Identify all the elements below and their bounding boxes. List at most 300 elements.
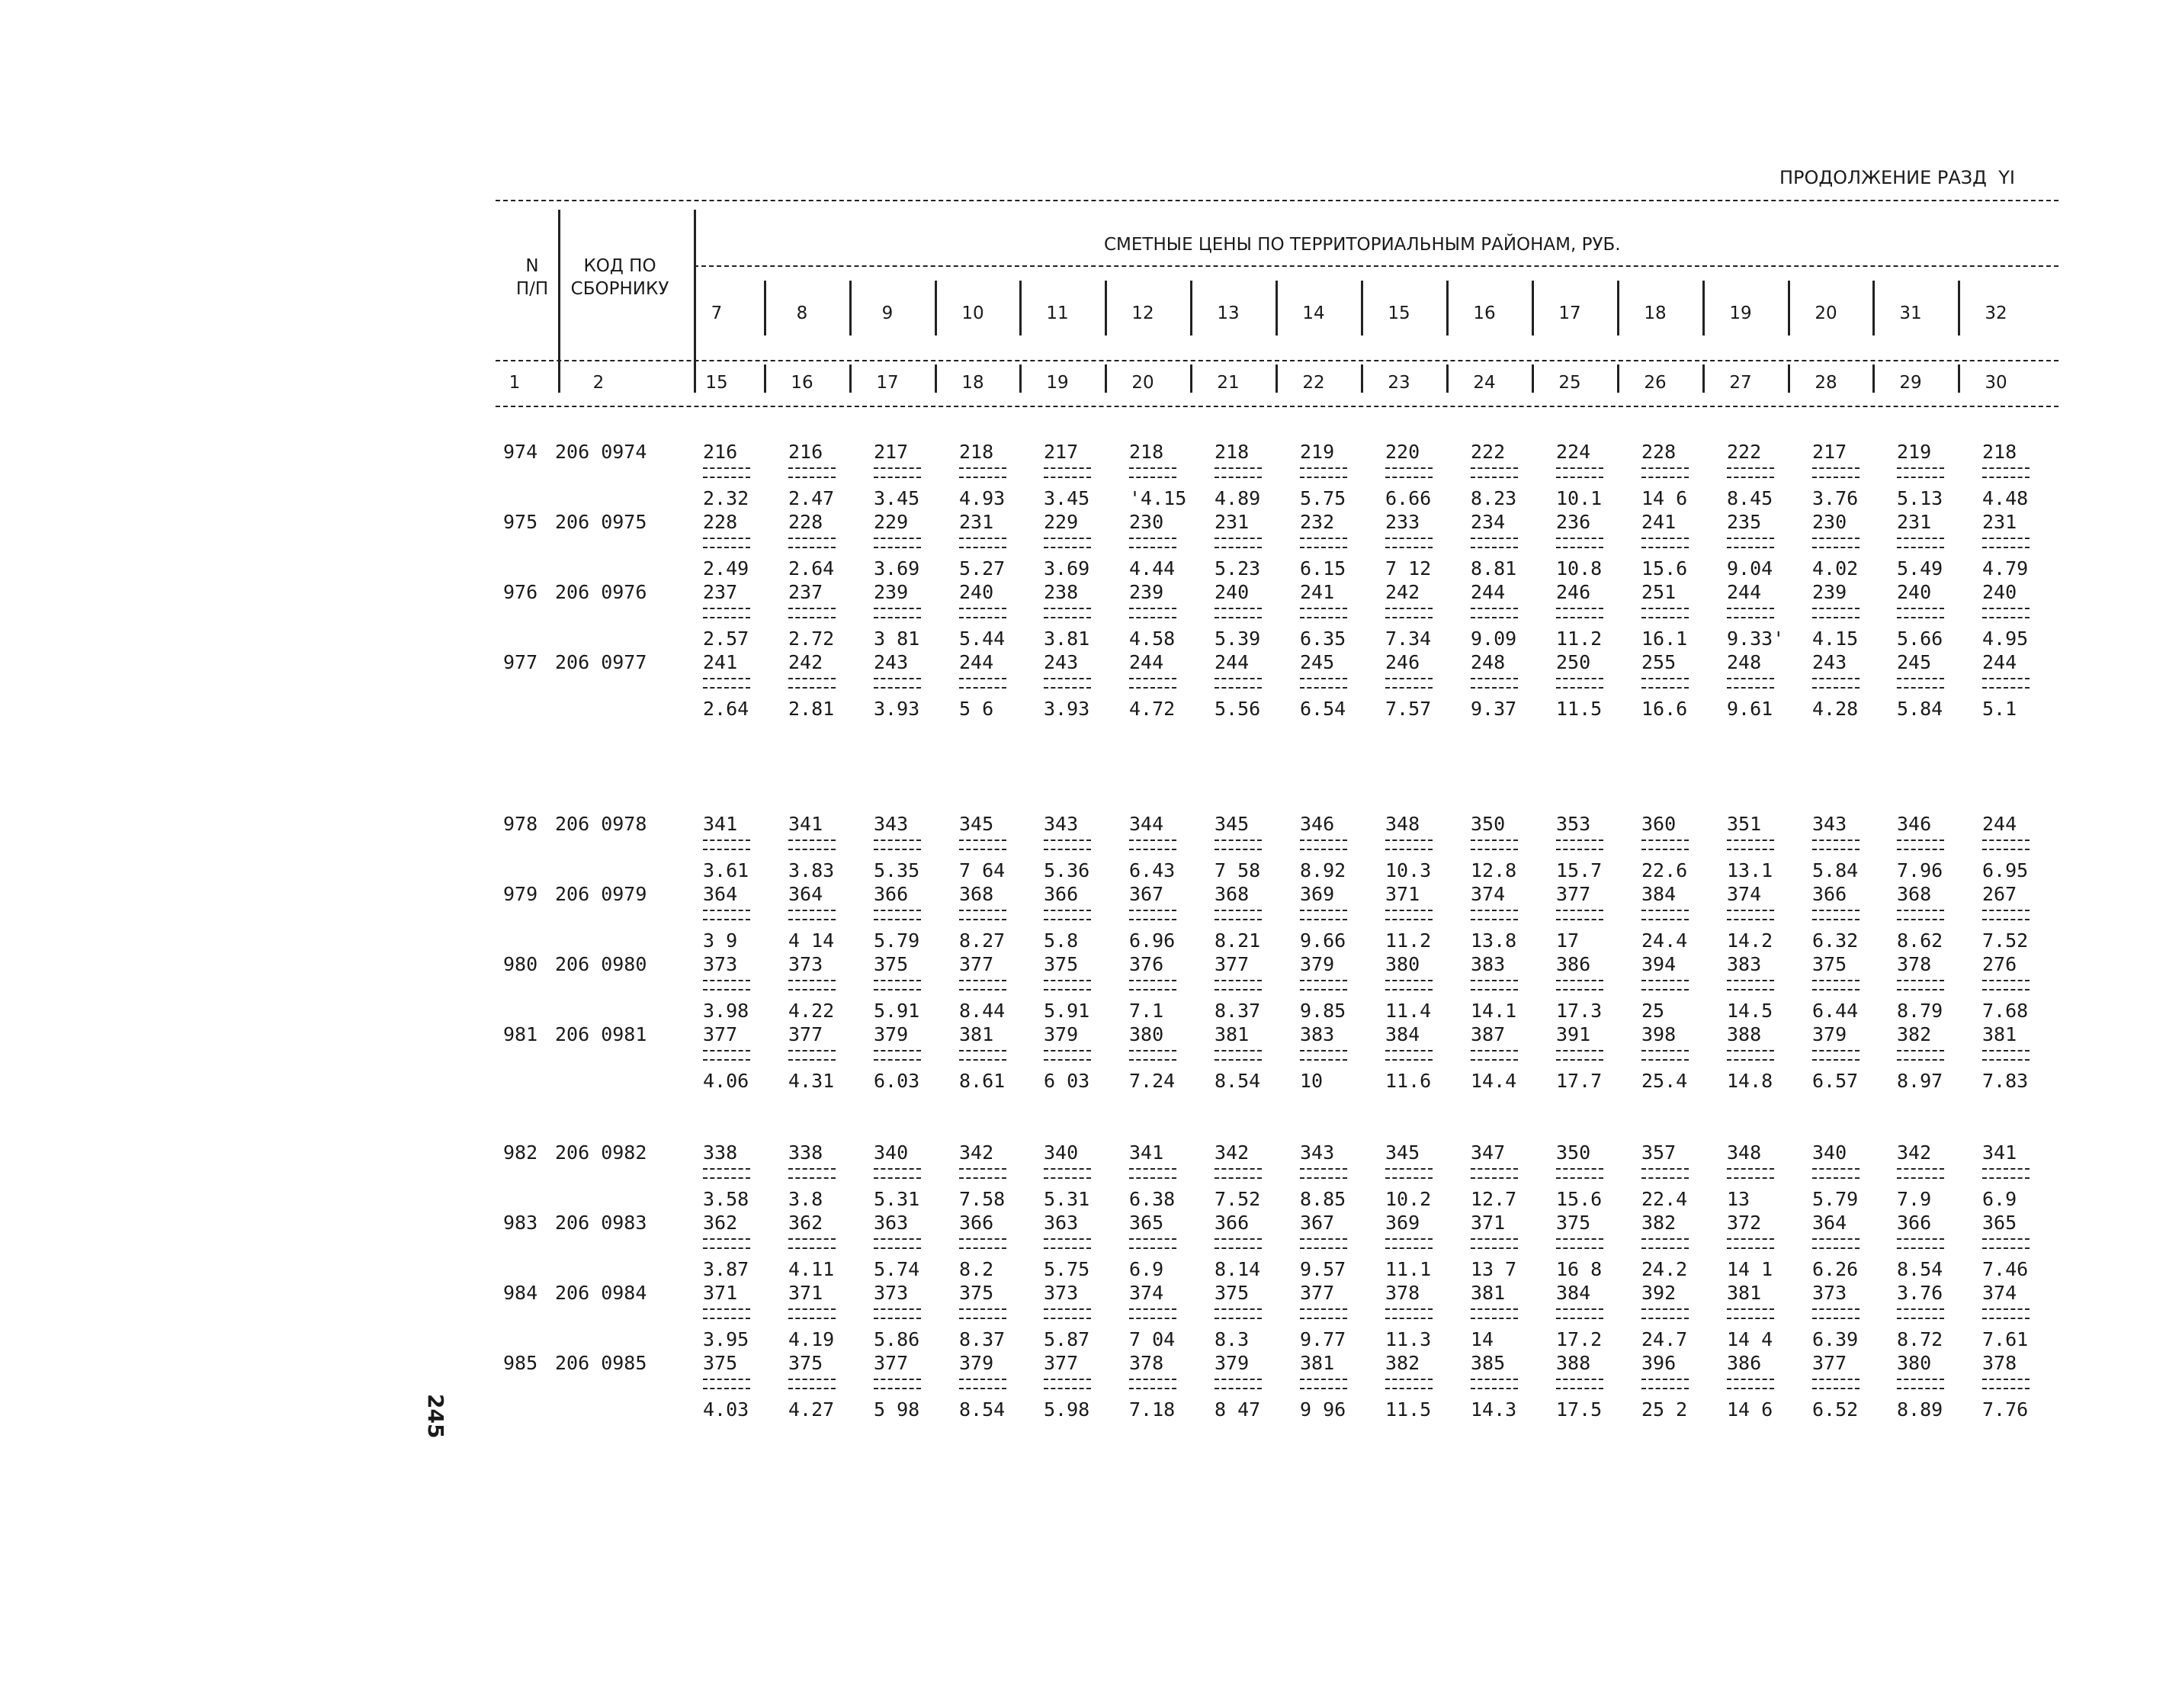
price-index: 4.28	[1812, 698, 1859, 720]
fraction-rule	[1727, 1379, 1774, 1380]
column-separator	[1105, 281, 1107, 336]
price-index: 9.33'	[1727, 628, 1785, 650]
row-number: 980	[503, 953, 538, 975]
base-price: 245	[1897, 651, 1932, 673]
base-price: 348	[1385, 813, 1420, 835]
price-index: 8.44	[959, 1000, 1006, 1022]
base-price: 388	[1727, 1023, 1762, 1045]
base-price: 376	[1129, 953, 1164, 975]
fraction-rule	[1812, 849, 1860, 850]
price-index: 5.31	[1044, 1188, 1090, 1210]
price-index: 22.6	[1641, 859, 1688, 881]
column-separator	[1019, 364, 1022, 393]
base-price: 373	[1812, 1282, 1847, 1304]
fraction-rule	[1044, 910, 1091, 911]
fraction-rule	[1641, 910, 1689, 911]
fraction-rule	[1300, 617, 1347, 618]
price-index: 14.5	[1727, 1000, 1773, 1022]
page-number: 245	[423, 1394, 448, 1439]
fraction-rule	[1215, 1379, 1262, 1380]
base-price: 381	[959, 1023, 994, 1045]
fraction-rule	[1812, 467, 1860, 469]
base-price: 228	[703, 511, 738, 533]
fraction-rule	[1727, 1388, 1774, 1389]
price-index: 3 9	[703, 929, 738, 952]
base-price: 373	[1044, 1282, 1079, 1304]
fraction-rule	[1044, 1318, 1091, 1319]
fraction-rule	[959, 1238, 1006, 1240]
base-price: 374	[1982, 1282, 2017, 1304]
column-separator	[1105, 364, 1107, 393]
price-index: 8.3	[1215, 1328, 1250, 1350]
base-price: 377	[788, 1023, 823, 1045]
fraction-rule	[1129, 1050, 1176, 1051]
base-price: 377	[1215, 953, 1250, 975]
fraction-rule	[1641, 1308, 1689, 1310]
price-index: 9.61	[1727, 698, 1773, 720]
row-number: 977	[503, 651, 538, 673]
fraction-rule	[959, 849, 1006, 850]
base-price: 378	[1385, 1282, 1420, 1304]
fraction-rule	[703, 617, 750, 618]
base-price: 248	[1727, 651, 1762, 673]
fraction-rule	[1727, 840, 1774, 841]
fraction-rule	[959, 477, 1006, 478]
fraction-rule	[1300, 1379, 1347, 1380]
price-index: 15.6	[1641, 557, 1688, 580]
price-index: 15.7	[1556, 859, 1603, 881]
price-index: 8.72	[1897, 1328, 1943, 1350]
fraction-rule	[1300, 1388, 1347, 1389]
fraction-rule	[1897, 608, 1944, 609]
fraction-rule	[703, 1059, 750, 1061]
fraction-rule	[1129, 547, 1176, 548]
fraction-rule	[1641, 608, 1689, 609]
fraction-rule	[1727, 1168, 1774, 1170]
base-price: 371	[1471, 1212, 1506, 1234]
price-index: 3.61	[703, 859, 749, 881]
price-index: 6.54	[1300, 698, 1346, 720]
price-index: 4.72	[1129, 698, 1176, 720]
base-price: 367	[1300, 1212, 1335, 1234]
fraction-rule	[703, 1379, 750, 1380]
column-index: 24	[1473, 373, 1496, 393]
price-index: 5.56	[1215, 698, 1261, 720]
fraction-rule	[1641, 849, 1689, 850]
fraction-rule	[874, 1238, 921, 1240]
price-index: 5.84	[1812, 859, 1859, 881]
fraction-rule	[1556, 547, 1603, 548]
row-code: 206 0977	[555, 651, 647, 673]
fraction-rule	[1129, 608, 1176, 609]
fraction-rule	[1897, 678, 1944, 679]
fraction-rule	[1385, 538, 1433, 539]
price-index: 8.23	[1471, 487, 1517, 509]
fraction-rule	[874, 678, 921, 679]
base-price: 216	[788, 441, 823, 463]
fraction-rule	[1471, 1308, 1518, 1310]
fraction-rule	[1385, 840, 1433, 841]
fraction-rule	[1641, 1247, 1689, 1249]
price-index: 3.58	[703, 1188, 749, 1210]
fraction-rule	[1897, 477, 1944, 478]
fraction-rule	[1385, 547, 1433, 548]
base-price: 241	[1300, 581, 1335, 603]
column-separator	[1446, 281, 1449, 336]
fraction-rule	[1812, 1379, 1860, 1380]
fraction-rule	[1897, 849, 1944, 850]
price-index: 5.79	[1812, 1188, 1859, 1210]
base-price: 219	[1897, 441, 1932, 463]
base-price: 366	[874, 883, 909, 905]
fraction-rule	[788, 547, 836, 548]
fraction-rule	[788, 989, 836, 990]
base-price: 243	[1044, 651, 1079, 673]
fraction-rule	[874, 1318, 921, 1319]
fraction-rule	[1215, 538, 1262, 539]
fraction-rule	[1556, 687, 1603, 689]
price-index: 6 03	[1044, 1070, 1090, 1092]
fraction-rule	[1215, 1308, 1262, 1310]
price-index: 5.8	[1044, 929, 1079, 952]
base-price: 353	[1556, 813, 1591, 835]
base-price: 372	[1727, 1212, 1762, 1234]
price-index: 5.75	[1044, 1258, 1090, 1280]
fraction-rule	[1982, 1247, 2030, 1249]
fraction-rule	[1727, 849, 1774, 850]
price-index: 6.15	[1300, 557, 1346, 580]
price-index: 3 81	[874, 628, 920, 650]
price-index: 8 47	[1215, 1398, 1261, 1421]
fraction-rule	[1897, 910, 1944, 911]
column-index: 29	[1899, 373, 1922, 393]
fraction-rule	[1897, 1059, 1944, 1061]
base-price: 231	[959, 511, 994, 533]
base-price: 380	[1897, 1352, 1932, 1374]
fraction-rule	[1556, 678, 1603, 679]
fraction-rule	[1044, 1238, 1091, 1240]
fraction-rule	[959, 538, 1006, 539]
row-code: 206 0984	[555, 1282, 647, 1304]
base-price: 222	[1471, 441, 1506, 463]
base-price: 362	[703, 1212, 738, 1234]
region-number: 11	[1046, 303, 1069, 323]
fraction-rule	[1556, 538, 1603, 539]
price-index: 6.38	[1129, 1188, 1176, 1210]
price-index: 5.13	[1897, 487, 1943, 509]
row-number: 976	[503, 581, 538, 603]
base-price: 348	[1727, 1141, 1762, 1164]
fraction-rule	[1641, 1238, 1689, 1240]
base-price: 343	[874, 813, 909, 835]
fraction-rule	[1044, 1177, 1091, 1179]
base-price: 338	[703, 1141, 738, 1164]
price-index: 4 14	[788, 929, 835, 952]
fraction-rule	[1556, 1177, 1603, 1179]
base-price: 374	[1471, 883, 1506, 905]
price-index: 11.1	[1385, 1258, 1432, 1280]
fraction-rule	[1129, 980, 1176, 981]
base-price: 216	[703, 441, 738, 463]
fraction-rule	[1812, 608, 1860, 609]
fraction-rule	[1897, 617, 1944, 618]
base-price: 244	[1982, 813, 2017, 835]
base-price: 240	[1982, 581, 2017, 603]
column-separator	[849, 281, 852, 336]
price-index: 5.27	[959, 557, 1006, 580]
fraction-rule	[874, 919, 921, 920]
price-index: 5.75	[1300, 487, 1346, 509]
fraction-rule	[1641, 989, 1689, 990]
fraction-rule	[1044, 1168, 1091, 1170]
price-index: 10.1	[1556, 487, 1603, 509]
fraction-rule	[1471, 467, 1518, 469]
base-price: 239	[1812, 581, 1847, 603]
fraction-rule	[1215, 910, 1262, 911]
price-index: 11.3	[1385, 1328, 1432, 1350]
base-price: 386	[1727, 1352, 1762, 1374]
fraction-rule	[959, 919, 1006, 920]
fraction-rule	[1641, 840, 1689, 841]
fraction-rule	[959, 1247, 1006, 1249]
fraction-rule	[1641, 980, 1689, 981]
price-index: 8.2	[959, 1258, 994, 1280]
price-index: 7.76	[1982, 1398, 2029, 1421]
base-price: 246	[1385, 651, 1420, 673]
fraction-rule	[1982, 1379, 2030, 1380]
fraction-rule	[1727, 687, 1774, 689]
column-separator	[1019, 281, 1022, 336]
price-index: 5.86	[874, 1328, 920, 1350]
price-index: 7.1	[1129, 1000, 1164, 1022]
price-index: 5.1	[1982, 698, 2017, 720]
fraction-rule	[1982, 919, 2030, 920]
price-index: 5 6	[959, 698, 994, 720]
fraction-rule	[1982, 1318, 2030, 1319]
base-price: 248	[1471, 651, 1506, 673]
price-index: 6.03	[874, 1070, 920, 1092]
fraction-rule	[1215, 1247, 1262, 1249]
fraction-rule	[703, 1318, 750, 1319]
base-price: 234	[1471, 511, 1506, 533]
fraction-rule	[1641, 687, 1689, 689]
region-number: 13	[1217, 303, 1240, 323]
price-index: 2.64	[788, 557, 835, 580]
base-price: 384	[1641, 883, 1677, 905]
fraction-rule	[788, 840, 836, 841]
fraction-rule	[788, 477, 836, 478]
base-price: 338	[788, 1141, 823, 1164]
fraction-rule	[703, 1388, 750, 1389]
price-index: 6.9	[1982, 1188, 2017, 1210]
fraction-rule	[703, 1247, 750, 1249]
base-price: 392	[1641, 1282, 1677, 1304]
price-index: 5.98	[1044, 1398, 1090, 1421]
row-code: 206 0979	[555, 883, 647, 905]
price-index: 3.69	[874, 557, 920, 580]
fraction-rule	[1215, 919, 1262, 920]
base-price: 382	[1641, 1212, 1677, 1234]
base-price: 371	[703, 1282, 738, 1304]
base-price: 250	[1556, 651, 1591, 673]
column-separator	[1361, 281, 1363, 336]
price-index: 11.5	[1385, 1398, 1432, 1421]
region-number: 32	[1985, 303, 2007, 323]
price-index: 8.54	[1897, 1258, 1943, 1280]
row-code: 206 0978	[555, 813, 647, 835]
fraction-rule	[1727, 608, 1774, 609]
price-index: 5.84	[1897, 698, 1943, 720]
column-separator	[849, 364, 852, 393]
fraction-rule	[1300, 547, 1347, 548]
price-index: 2.57	[703, 628, 749, 650]
base-price: 255	[1641, 651, 1677, 673]
base-price: 375	[959, 1282, 994, 1304]
price-index: 14.3	[1471, 1398, 1517, 1421]
base-price: 343	[1812, 813, 1847, 835]
base-price: 375	[1044, 953, 1079, 975]
price-index: 3.8	[788, 1188, 823, 1210]
base-price: 375	[1556, 1212, 1591, 1234]
fraction-rule	[1471, 919, 1518, 920]
base-price: 218	[1215, 441, 1250, 463]
price-index: 4.06	[703, 1070, 749, 1092]
fraction-rule	[1556, 1050, 1603, 1051]
price-index: 5.44	[959, 628, 1006, 650]
fraction-rule	[1812, 1308, 1860, 1310]
base-price: 373	[703, 953, 738, 975]
column-separator	[558, 210, 560, 393]
fraction-rule	[874, 687, 921, 689]
fraction-rule	[1982, 1059, 2030, 1061]
fraction-rule	[874, 608, 921, 609]
row-code: 206 0983	[555, 1212, 647, 1234]
fraction-rule	[1812, 1247, 1860, 1249]
fraction-rule	[1215, 687, 1262, 689]
price-index: 5.31	[874, 1188, 920, 1210]
fraction-rule	[1300, 678, 1347, 679]
fraction-rule	[1215, 1177, 1262, 1179]
base-price: 343	[1300, 1141, 1335, 1164]
fraction-rule	[1385, 1059, 1433, 1061]
fraction-rule	[703, 989, 750, 990]
fraction-rule	[1129, 849, 1176, 850]
fraction-rule	[1812, 1388, 1860, 1389]
base-price: 345	[959, 813, 994, 835]
column-separator	[764, 364, 766, 393]
base-price: 378	[1982, 1352, 2017, 1374]
base-price: 239	[874, 581, 909, 603]
fraction-rule	[1897, 1308, 1944, 1310]
fraction-rule	[1471, 687, 1518, 689]
column-separator	[1276, 364, 1278, 393]
base-price: 231	[1897, 511, 1932, 533]
row-code: 206 0981	[555, 1023, 647, 1045]
fraction-rule	[1982, 989, 2030, 990]
fraction-rule	[1727, 678, 1774, 679]
price-index: 9 96	[1300, 1398, 1346, 1421]
column-index: 30	[1985, 373, 2007, 393]
price-index: 10.3	[1385, 859, 1432, 881]
price-index: 2.49	[703, 557, 749, 580]
base-price: 391	[1556, 1023, 1591, 1045]
fraction-rule	[1812, 547, 1860, 548]
row-number: 975	[503, 511, 538, 533]
price-index: 4.27	[788, 1398, 835, 1421]
base-price: 340	[1044, 1141, 1079, 1164]
price-index: 6.95	[1982, 859, 2029, 881]
fraction-rule	[1812, 617, 1860, 618]
column-separator	[1617, 281, 1619, 336]
fraction-rule	[1641, 1388, 1689, 1389]
column-separator	[1702, 281, 1705, 336]
base-price: 383	[1727, 953, 1762, 975]
region-number: 31	[1899, 303, 1922, 323]
price-index: 5.36	[1044, 859, 1090, 881]
base-price: 381	[1215, 1023, 1250, 1045]
fraction-rule	[874, 1308, 921, 1310]
fraction-rule	[1300, 840, 1347, 841]
fraction-rule	[959, 547, 1006, 548]
price-index: 7 58	[1215, 859, 1261, 881]
fraction-rule	[1300, 1318, 1347, 1319]
fraction-rule	[1641, 1177, 1689, 1179]
fraction-rule	[1129, 678, 1176, 679]
column-index: 15	[705, 373, 728, 393]
fraction-rule	[1300, 1050, 1347, 1051]
base-price: 344	[1129, 813, 1164, 835]
fraction-rule	[1982, 849, 2030, 850]
fraction-rule	[1641, 919, 1689, 920]
price-index: 6.52	[1812, 1398, 1859, 1421]
fraction-rule	[959, 1388, 1006, 1389]
fraction-rule	[703, 1168, 750, 1170]
fraction-rule	[1044, 1388, 1091, 1389]
base-price: 341	[1982, 1141, 2017, 1164]
price-index: 4.48	[1982, 487, 2029, 509]
fraction-rule	[1897, 547, 1944, 548]
base-price: 371	[788, 1282, 823, 1304]
fraction-rule	[1556, 1168, 1603, 1170]
base-price: 222	[1727, 441, 1762, 463]
price-index: 8.89	[1897, 1398, 1943, 1421]
fraction-rule	[1727, 1308, 1774, 1310]
fraction-rule	[1129, 687, 1176, 689]
fraction-rule	[1044, 678, 1091, 679]
fraction-rule	[959, 840, 1006, 841]
fraction-rule	[1982, 910, 2030, 911]
price-index: 2.72	[788, 628, 835, 650]
price-index: 5.91	[1044, 1000, 1090, 1022]
price-index: 7 64	[959, 859, 1006, 881]
base-price: 379	[1215, 1352, 1250, 1374]
fraction-rule	[1727, 919, 1774, 920]
fraction-rule	[1556, 1059, 1603, 1061]
price-index: 6.32	[1812, 929, 1859, 952]
base-price: 381	[1471, 1282, 1506, 1304]
base-price: 385	[1471, 1352, 1506, 1374]
fraction-rule	[1471, 849, 1518, 850]
price-index: 17.7	[1556, 1070, 1603, 1092]
price-index: 3.45	[1044, 487, 1090, 509]
column-index: 18	[961, 373, 984, 393]
price-index: 3.45	[874, 487, 920, 509]
fraction-rule	[788, 467, 836, 469]
fraction-rule	[1385, 1388, 1433, 1389]
base-price: 345	[1385, 1141, 1420, 1164]
price-index: 11.5	[1556, 698, 1603, 720]
base-price: 217	[874, 441, 909, 463]
